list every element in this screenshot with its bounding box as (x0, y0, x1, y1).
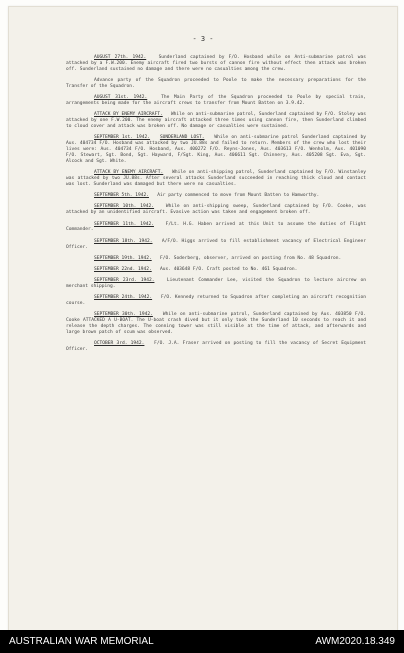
log-entry (66, 78, 366, 90)
entry-date: SEPTEMBER 1st. 1942. (94, 135, 151, 141)
page-number: - 3 - (192, 35, 214, 43)
entry-date: SEPTEMBER 24th. 1942. (94, 295, 153, 301)
entry-date: AUGUST 31st. 1942. (94, 95, 148, 101)
entry-text: While on anti-submarine patrol Sunderland captained by Aus. 404734 F/O. Hosband was attacked by two JU.88s and failed to return. Members of the crew who lost their lives were: Aus. 404734 F/O. Hosband, Aus. 400272 F/O. Reyns-Jones, Aus. 403613 F/O. Wenholm, Aus. 401090 F/O. Stewart, Sgt. Bond, Sgt. Hayward, F/Sgt. King, Aus. 406611 Sgt. Chinnery, Aus. 405208 Sgt. Eva, Sgt. Alcock and Sgt. White. (66, 135, 366, 165)
entry-date: AUGUST 27th. 1942. (94, 55, 147, 60)
entry-date: SEPTEMBER 18th. 1942. (94, 238, 153, 244)
log-entry (66, 95, 366, 107)
entry-text: F/Lt. H.G. Haben arrived at this Unit to assume the duties of Flight Commander. (66, 221, 367, 233)
log-entry (66, 239, 366, 251)
entry-date: SEPTEMBER 23rd. 1942. (94, 277, 155, 283)
entry-date: SEPTEMBER 5th. 1942. (94, 193, 149, 199)
entry-text: Advance party of the Squadron proceeded to Poole to make the necessary preparations for the Transfer of the Squadron. (66, 78, 366, 89)
entry-date: ATTACK BY ENEMY AIRCRAFT. (94, 170, 164, 176)
entry-date: SEPTEMBER 22nd. 1942. (94, 266, 152, 272)
entry-text: F/O. Kennedy returned to Squadron after completing an aircraft recognition course. (66, 295, 367, 307)
entry-date: SEPTEMBER 19th. 1942. (94, 255, 152, 261)
log-entry (66, 55, 366, 73)
entry-title: SUNDERLAND LOST. (159, 135, 205, 141)
entry-text: Lieutenant Commander Lee, visited the Squadron to lecture aircrew on merchant shipping. (66, 277, 367, 289)
log-entry (66, 193, 366, 199)
entry-text: Aus. 403648 F/O. Craft posted to No. 461 Squadron. (159, 266, 298, 272)
entry-text: Air party commenced to move from Mount Batten to Hamworthy. (157, 193, 320, 199)
log-entry (66, 256, 366, 262)
footer-institution: AUSTRALIAN WAR MEMORIAL (9, 636, 154, 647)
log-entry (66, 267, 366, 273)
entry-text: While on anti-submarine patrol, Sunderland captained by F/O. Stoley was attacked by one F.W.200. The enemy aircraft attacked three times using cannon fire, then Sunderland climbed to cloud cover and attack was broken off. No damage or casualties were sustained. (66, 112, 367, 130)
footer-bar (0, 630, 404, 653)
entry-text: Sunderland captained by F/O. Hosband while on Anti-submarine patrol was attacked by a F.W.200. Enemy aircraft fired two bursts of cannon fire without effect then attack was broken off. Sunderland sustained no damage and there were no casualties among the crew. (66, 55, 366, 72)
document-page (8, 6, 398, 632)
log-entry (66, 170, 366, 188)
log-entry (66, 278, 366, 290)
log-entry (66, 295, 366, 307)
footer-accession-number: AWM2020.18.349 (315, 636, 395, 647)
entry-text: While on anti-shipping sweep, Sunderland captained by F/O. Cooke, was attacked by an unidentified aircraft. Evasive action was taken and engagement broken off. (66, 204, 367, 216)
entry-date: ATTACK BY ENEMY AIRCRAFT. (94, 112, 163, 118)
entry-text: F/O. Soderberg, observer, arrived on posting from No. 48 Squadron. (159, 255, 342, 261)
log-entry (66, 341, 366, 353)
entry-text: While on anti-shipping patrol, Sunderland captained by F/O. Winstanley was attacked by two JU.88s. After several attacks Sunderland succeeded in reaching thick cloud and contact was lost. Sunderland was damaged but there were no casualties. (66, 170, 367, 188)
entry-date: SEPTEMBER 10th. 1942. (94, 204, 155, 210)
entry-date: OCTOBER 3rd. 1942. (94, 341, 145, 347)
document-body (66, 55, 366, 358)
log-entry (66, 222, 366, 234)
log-entry (66, 204, 366, 216)
log-entry (66, 135, 366, 165)
log-entry (66, 112, 366, 130)
entry-text: While on anti-submarine patrol, Sunderland captained by Aus. 403850 F/O. Cooke ATTACKED A U-BOAT. The U-boat crash dived but it only took the Sunderland 10 seconds to reach it and release the depth charges. The conning tower was still visible at the time of attack, and afterwards and large brown patch of scum was observed. (66, 312, 366, 336)
entry-text: F/O. J.A. Fraser arrived on posting to fill the vacancy of Secret Equipment Officer. (66, 341, 366, 353)
entry-date: SEPTEMBER 11th. 1942. (94, 221, 154, 227)
entry-text: The Main Party of the Squadron proceeded to Poole by special train, arrangements being made for the aircraft crews to transfer from Mount Batten on 3.9.42. (66, 95, 366, 107)
entry-text: A/F/O. Higgs arrived to fill establishment vacancy of Electrical Engineer Officer. (66, 238, 366, 250)
log-entry (66, 312, 366, 336)
entry-date: SEPTEMBER 30th. 1942. (94, 312, 153, 318)
